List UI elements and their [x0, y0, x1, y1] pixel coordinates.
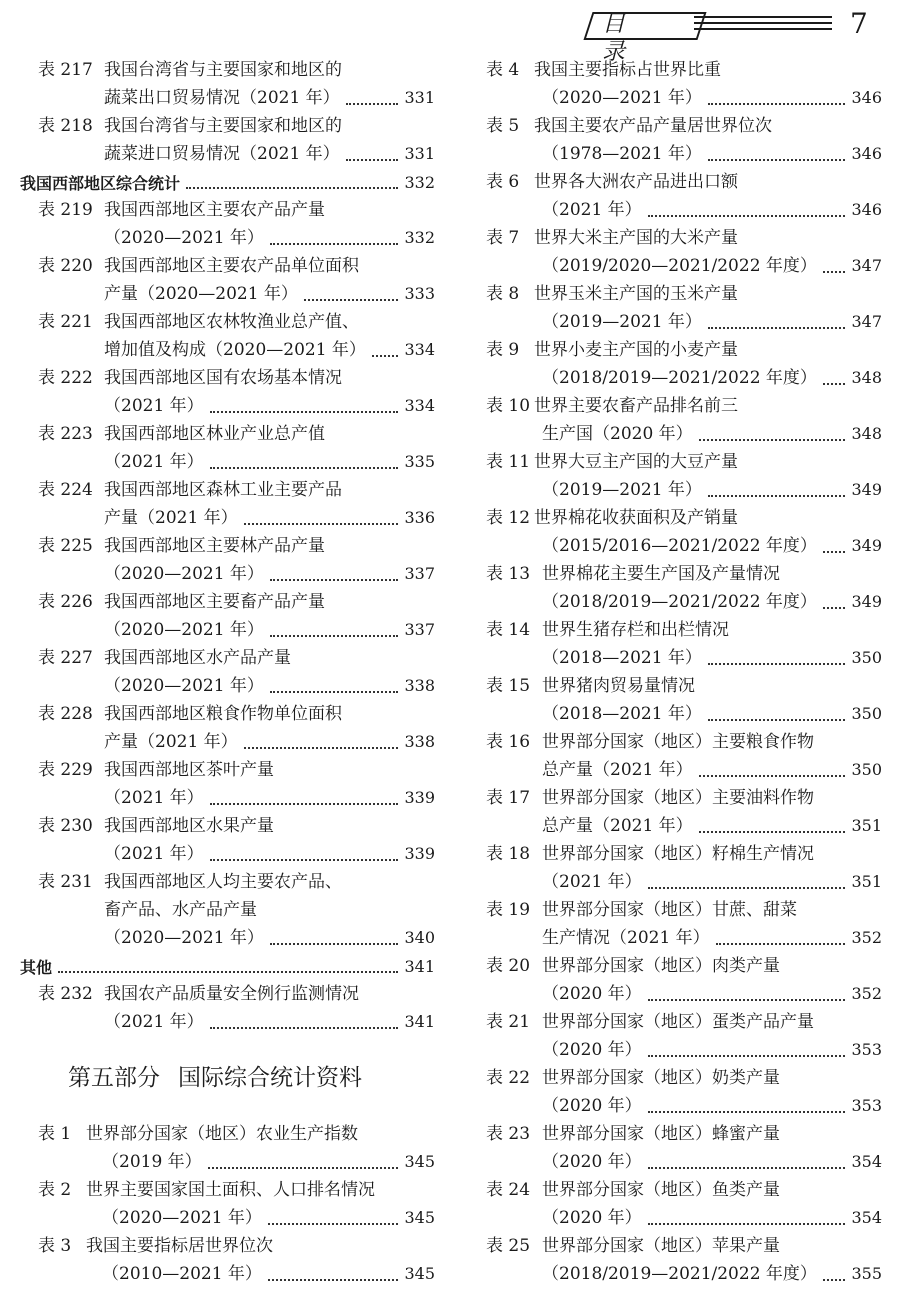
- entry-continuation: （2020 年）: [542, 1096, 642, 1116]
- entry-continuation: （2020—2021 年）: [104, 564, 264, 584]
- entry-continuation: 产量（2021 年）: [104, 508, 238, 528]
- table-number: 表 9: [486, 340, 520, 360]
- toc-entry[interactable]: [20, 56, 435, 112]
- toc-entry[interactable]: [20, 476, 435, 532]
- entry-title: 世界部分国家（地区）肉类产量: [542, 956, 780, 976]
- dot-leader: [823, 539, 846, 553]
- page-ref: 339: [404, 788, 435, 807]
- dot-leader: [823, 595, 846, 609]
- dot-leader: [268, 1267, 399, 1281]
- entry-continuation: （2010—2021 年）: [102, 1264, 262, 1284]
- page-ref: 336: [404, 508, 435, 527]
- entry-title: 世界棉花主要生产国及产量情况: [542, 564, 780, 584]
- page-ref: 332: [404, 228, 435, 247]
- table-number: 表 17: [486, 788, 531, 808]
- entry-continuation: 生产情况（2021 年）: [542, 928, 710, 948]
- page-ref: 341: [404, 1012, 435, 1031]
- entry-continuation: （2021 年）: [542, 872, 642, 892]
- dot-leader: [648, 1155, 846, 1169]
- toc-entry[interactable]: [486, 1064, 882, 1120]
- toc-section-heading[interactable]: [20, 168, 435, 196]
- entry-title: 我国西部地区主要农产品产量: [104, 200, 325, 220]
- entry-continuation: （2021 年）: [104, 1012, 204, 1032]
- table-number: 表 231: [38, 872, 93, 892]
- toc-entry[interactable]: [486, 672, 882, 728]
- dot-leader: [186, 175, 398, 189]
- part-label: 第五部分: [68, 1065, 160, 1091]
- entry-title: 我国西部地区主要农产品单位面积: [104, 256, 359, 276]
- page-ref: 341: [404, 956, 435, 976]
- entry-title: 世界小麦主产国的小麦产量: [534, 340, 738, 360]
- page-ref: 331: [404, 88, 435, 107]
- toc-entry[interactable]: [486, 392, 882, 448]
- table-number: 表 222: [38, 368, 93, 388]
- table-number: 表 10: [486, 396, 531, 416]
- table-number: 表 22: [486, 1068, 531, 1088]
- entry-continuation: （2021 年）: [104, 452, 204, 472]
- page-ref: 347: [851, 312, 882, 331]
- entry-title: 我国西部地区林业产业总产值: [104, 424, 325, 444]
- entry-title: 我国主要农产品产量居世界位次: [534, 116, 772, 136]
- table-number: 表 23: [486, 1124, 531, 1144]
- table-number: 表 2: [38, 1180, 72, 1200]
- entry-continuation: （2018—2021 年）: [542, 704, 702, 724]
- page-ref: 348: [851, 424, 882, 443]
- table-number: 表 229: [38, 760, 93, 780]
- entry-title: 我国西部地区国有农场基本情况: [104, 368, 342, 388]
- entry-continuation: （2021 年）: [104, 788, 204, 808]
- page-ref: 353: [851, 1096, 882, 1115]
- entry-title: 我国西部地区人均主要农产品、: [104, 872, 342, 892]
- page-ref: 352: [851, 928, 882, 947]
- toc-entry[interactable]: [486, 896, 882, 952]
- entry-continuation: （2018/2019—2021/2022 年度）: [542, 368, 817, 388]
- dot-leader: [648, 1211, 846, 1225]
- toc-entry[interactable]: [20, 308, 435, 364]
- entry-continuation: （2020 年）: [542, 984, 642, 1004]
- toc-entry[interactable]: [486, 840, 882, 896]
- entry-title: 我国主要指标居世界位次: [86, 1236, 273, 1256]
- page-ref: 350: [851, 704, 882, 723]
- toc-entry[interactable]: [20, 756, 435, 812]
- entry-title: 世界玉米主产国的玉米产量: [534, 284, 738, 304]
- toc-entry[interactable]: [20, 868, 435, 952]
- page-ref: 349: [851, 592, 882, 611]
- toc-entry[interactable]: [486, 168, 882, 224]
- table-number: 表 1: [38, 1124, 72, 1144]
- page-ref: 333: [404, 284, 435, 303]
- table-number: 表 24: [486, 1180, 531, 1200]
- page-ref: 347: [851, 256, 882, 275]
- table-number: 表 14: [486, 620, 531, 640]
- dot-leader: [208, 1155, 399, 1169]
- entry-continuation: 总产量（2021 年）: [542, 760, 693, 780]
- entry-continuation: （2020—2021 年）: [104, 928, 264, 948]
- page-ref: 334: [404, 340, 435, 359]
- table-number: 表 15: [486, 676, 531, 696]
- dot-leader: [648, 1099, 846, 1113]
- page-ref: 352: [851, 984, 882, 1003]
- table-number: 表 25: [486, 1236, 531, 1256]
- dot-leader: [244, 511, 399, 525]
- page-ref: 349: [851, 536, 882, 555]
- toc-entry[interactable]: [20, 1232, 435, 1288]
- table-number: 表 227: [38, 648, 93, 668]
- page-ref: 348: [851, 368, 882, 387]
- dot-leader: [270, 623, 399, 637]
- table-number: 表 219: [38, 200, 93, 220]
- entry-title: 我国台湾省与主要国家和地区的: [104, 116, 342, 136]
- dot-leader: [210, 455, 399, 469]
- dot-leader: [270, 231, 399, 245]
- table-number: 表 21: [486, 1012, 531, 1032]
- entry-continuation: （2020 年）: [542, 1208, 642, 1228]
- dot-leader: [270, 931, 399, 945]
- entry-title: 世界部分国家（地区）甘蔗、甜菜: [542, 900, 797, 920]
- entry-title: 世界生猪存栏和出栏情况: [542, 620, 729, 640]
- dot-leader: [210, 847, 399, 861]
- section-title: 其他: [20, 957, 53, 977]
- entry-title: 世界各大洲农产品进出口额: [534, 172, 738, 192]
- table-number: 表 19: [486, 900, 531, 920]
- dot-leader: [210, 1015, 399, 1029]
- dot-leader: [244, 735, 399, 749]
- entry-continuation: （2019 年）: [102, 1152, 202, 1172]
- entry-title: 我国西部地区农林牧渔业总产值、: [104, 312, 359, 332]
- dot-leader: [708, 91, 846, 105]
- entry-title: 世界猪肉贸易量情况: [542, 676, 695, 696]
- page-ref: 340: [404, 928, 435, 947]
- table-number: 表 13: [486, 564, 531, 584]
- dot-leader: [270, 567, 399, 581]
- toc-section-heading[interactable]: [20, 952, 435, 980]
- page-ref: 354: [851, 1152, 882, 1171]
- page-ref: 351: [851, 872, 882, 891]
- entry-continuation: （2015/2016—2021/2022 年度）: [542, 536, 817, 556]
- entry-title: 世界部分国家（地区）苹果产量: [542, 1236, 780, 1256]
- dot-leader: [210, 791, 399, 805]
- entry-continuation: （2018/2019—2021/2022 年度）: [542, 1264, 817, 1284]
- page-ref: 354: [851, 1208, 882, 1227]
- entry-title: 我国台湾省与主要国家和地区的: [104, 60, 342, 80]
- table-number: 表 3: [38, 1236, 72, 1256]
- page-ref: 335: [404, 452, 435, 471]
- toc-entry[interactable]: [486, 952, 882, 1008]
- page-ref: 350: [851, 760, 882, 779]
- dot-leader: [708, 651, 846, 665]
- toc-entry[interactable]: [486, 784, 882, 840]
- dot-leader: [210, 399, 399, 413]
- entry-title: 我国西部地区茶叶产量: [104, 760, 274, 780]
- entry-continuation: （2020—2021 年）: [104, 228, 264, 248]
- entry-title: 我国西部地区森林工业主要产品: [104, 480, 342, 500]
- table-number: 表 226: [38, 592, 93, 612]
- table-number: 表 230: [38, 816, 93, 836]
- page-ref: 345: [404, 1208, 435, 1227]
- dot-leader: [823, 1267, 846, 1281]
- table-number: 表 224: [38, 480, 93, 500]
- page-ref: 337: [404, 620, 435, 639]
- entry-title: 我国西部地区粮食作物单位面积: [104, 704, 342, 724]
- dot-leader: [708, 707, 846, 721]
- entry-continuation: （2019—2021 年）: [542, 312, 702, 332]
- entry-title: 世界部分国家（地区）蜂蜜产量: [542, 1124, 780, 1144]
- dot-leader: [346, 91, 399, 105]
- entry-continuation: 产量（2021 年）: [104, 732, 238, 752]
- table-number: 表 225: [38, 536, 93, 556]
- toc-entry[interactable]: [20, 1120, 435, 1176]
- entry-title: 我国西部地区主要畜产品产量: [104, 592, 325, 612]
- part-title: [20, 1036, 435, 1120]
- page-ref: 338: [404, 676, 435, 695]
- entry-title: 我国西部地区水产品产量: [104, 648, 291, 668]
- entry-continuation: 生产国（2020 年）: [542, 424, 693, 444]
- dot-leader: [708, 315, 846, 329]
- entry-continuation: （2020 年）: [542, 1040, 642, 1060]
- toc-entry[interactable]: [20, 644, 435, 700]
- table-number: 表 223: [38, 424, 93, 444]
- entry-continuation: （2020—2021 年）: [542, 88, 702, 108]
- toc-entry[interactable]: [20, 420, 435, 476]
- entry-title: 世界部分国家（地区）奶类产量: [542, 1068, 780, 1088]
- table-number: 表 221: [38, 312, 93, 332]
- toc-entry[interactable]: [486, 728, 882, 784]
- toc-entry[interactable]: [486, 1120, 882, 1176]
- toc-entry[interactable]: [486, 1176, 882, 1232]
- toc-entry[interactable]: [20, 196, 435, 252]
- toc-entry[interactable]: [486, 448, 882, 504]
- toc-entry[interactable]: [486, 504, 882, 560]
- toc-entry[interactable]: [486, 1232, 882, 1288]
- header-label: 目 录: [602, 11, 692, 65]
- table-number: 表 218: [38, 116, 93, 136]
- dot-leader: [716, 931, 846, 945]
- entry-continuation: 总产量（2021 年）: [542, 816, 693, 836]
- toc-entry[interactable]: [486, 560, 882, 616]
- table-number: 表 6: [486, 172, 520, 192]
- dot-leader: [699, 819, 846, 833]
- entry-continuation: （2021 年）: [104, 844, 204, 864]
- entry-title: 世界部分国家（地区）农业生产指数: [86, 1124, 358, 1144]
- entry-title: 世界部分国家（地区）籽棉生产情况: [542, 844, 814, 864]
- toc-entry[interactable]: [20, 588, 435, 644]
- dot-leader: [304, 287, 399, 301]
- entry-title: 世界大米主产国的大米产量: [534, 228, 738, 248]
- section-title: 我国西部地区综合统计: [20, 173, 181, 193]
- entry-continuation: 蔬菜出口贸易情况（2021 年）: [104, 88, 340, 108]
- entry-title: 世界部分国家（地区）鱼类产量: [542, 1180, 780, 1200]
- entry-continuation: （2020—2021 年）: [104, 620, 264, 640]
- entry-title: 我国西部地区主要林产品产量: [104, 536, 325, 556]
- table-number: 表 4: [486, 60, 520, 80]
- entry-continuation: （2018/2019—2021/2022 年度）: [542, 592, 817, 612]
- entry-continuation: 蔬菜进口贸易情况（2021 年）: [104, 144, 340, 164]
- dot-leader: [823, 371, 846, 385]
- entry-continuation: （2020—2021 年）: [102, 1208, 262, 1228]
- table-number: 表 220: [38, 256, 93, 276]
- entry-continuation: （2021 年）: [104, 396, 204, 416]
- entry-title: 世界部分国家（地区）主要油料作物: [542, 788, 814, 808]
- table-number: 表 16: [486, 732, 531, 752]
- dot-leader: [708, 483, 846, 497]
- toc-entry[interactable]: [486, 1008, 882, 1064]
- table-number: 表 18: [486, 844, 531, 864]
- toc-left-column: [20, 56, 435, 1288]
- entry-title: 世界部分国家（地区）蛋类产品产量: [542, 1012, 814, 1032]
- page-ref: 339: [404, 844, 435, 863]
- table-number: 表 217: [38, 60, 93, 80]
- entry-title: 世界棉花收获面积及产销量: [534, 508, 738, 528]
- table-number: 表 12: [486, 508, 531, 528]
- dot-leader: [823, 259, 846, 273]
- toc-entry[interactable]: [486, 56, 882, 112]
- page-ref: 346: [851, 144, 882, 163]
- table-number: 表 20: [486, 956, 531, 976]
- page-number: 7: [850, 7, 868, 40]
- entry-continuation: （2020 年）: [542, 1152, 642, 1172]
- page-ref: 345: [404, 1264, 435, 1283]
- toc-entry[interactable]: [20, 364, 435, 420]
- entry-continuation: （2019—2021 年）: [542, 480, 702, 500]
- table-number: 表 8: [486, 284, 520, 304]
- entry-continuation: （2021 年）: [542, 200, 642, 220]
- toc-entry[interactable]: [486, 224, 882, 280]
- dot-leader: [708, 147, 846, 161]
- table-number: 表 232: [38, 984, 93, 1004]
- toc-right-column: [486, 56, 882, 1288]
- toc-entry[interactable]: [20, 1176, 435, 1232]
- page-header: [580, 6, 890, 65]
- entry-continuation: 产量（2020—2021 年）: [104, 284, 298, 304]
- dot-leader: [648, 875, 846, 889]
- page-ref: 337: [404, 564, 435, 583]
- dot-leader: [699, 427, 846, 441]
- table-number: 表 11: [486, 452, 531, 472]
- toc-entry[interactable]: [486, 112, 882, 168]
- page-ref: 350: [851, 648, 882, 667]
- page-ref: 346: [851, 88, 882, 107]
- entry-title: 我国农产品质量安全例行监测情况: [104, 984, 359, 1004]
- dot-leader: [648, 1043, 846, 1057]
- page-ref: 334: [404, 396, 435, 415]
- table-number: 表 5: [486, 116, 520, 136]
- toc-entry[interactable]: [486, 280, 882, 336]
- page-ref: 331: [404, 144, 435, 163]
- entry-title: 世界大豆主产国的大豆产量: [534, 452, 738, 472]
- toc-entry[interactable]: [20, 112, 435, 168]
- entry-title: 世界主要国家国土面积、人口排名情况: [86, 1180, 375, 1200]
- toc-entry[interactable]: [20, 980, 435, 1036]
- page-ref: 338: [404, 732, 435, 751]
- entry-title: 世界部分国家（地区）主要粮食作物: [542, 732, 814, 752]
- page-ref: 353: [851, 1040, 882, 1059]
- page-ref: 346: [851, 200, 882, 219]
- toc-entry[interactable]: [20, 700, 435, 756]
- entry-continuation: （1978—2021 年）: [542, 144, 702, 164]
- page-ref: 332: [404, 172, 435, 192]
- dot-leader: [648, 203, 846, 217]
- entry-continuation: （2018—2021 年）: [542, 648, 702, 668]
- part-name: 国际综合统计资料: [178, 1065, 362, 1091]
- toc-entry[interactable]: [20, 812, 435, 868]
- table-number: 表 228: [38, 704, 93, 724]
- toc-entry[interactable]: [486, 336, 882, 392]
- page-ref: 355: [851, 1264, 882, 1283]
- table-number: 表 7: [486, 228, 520, 248]
- toc-entry[interactable]: [20, 532, 435, 588]
- dot-leader: [346, 147, 399, 161]
- page-ref: 345: [404, 1152, 435, 1171]
- dot-leader: [699, 763, 846, 777]
- entry-continuation: （2019/2020—2021/2022 年度）: [542, 256, 817, 276]
- dot-leader: [268, 1211, 399, 1225]
- page-ref: 351: [851, 816, 882, 835]
- dot-leader: [372, 343, 399, 357]
- dot-leader: [58, 959, 398, 973]
- dot-leader: [270, 679, 399, 693]
- entry-continuation: 增加值及构成（2020—2021 年）: [104, 340, 366, 360]
- entry-title: 我国西部地区水果产量: [104, 816, 274, 836]
- toc-entry[interactable]: [486, 616, 882, 672]
- entry-title: 世界主要农畜产品排名前三: [534, 396, 738, 416]
- entry-title-line2: 畜产品、水产品产量: [104, 900, 257, 920]
- dot-leader: [648, 987, 846, 1001]
- entry-continuation: （2020—2021 年）: [104, 676, 264, 696]
- page-ref: 349: [851, 480, 882, 499]
- header-rule-lines: [694, 16, 832, 38]
- toc-entry[interactable]: [20, 252, 435, 308]
- entry-title: 我国主要指标占世界比重: [534, 60, 721, 80]
